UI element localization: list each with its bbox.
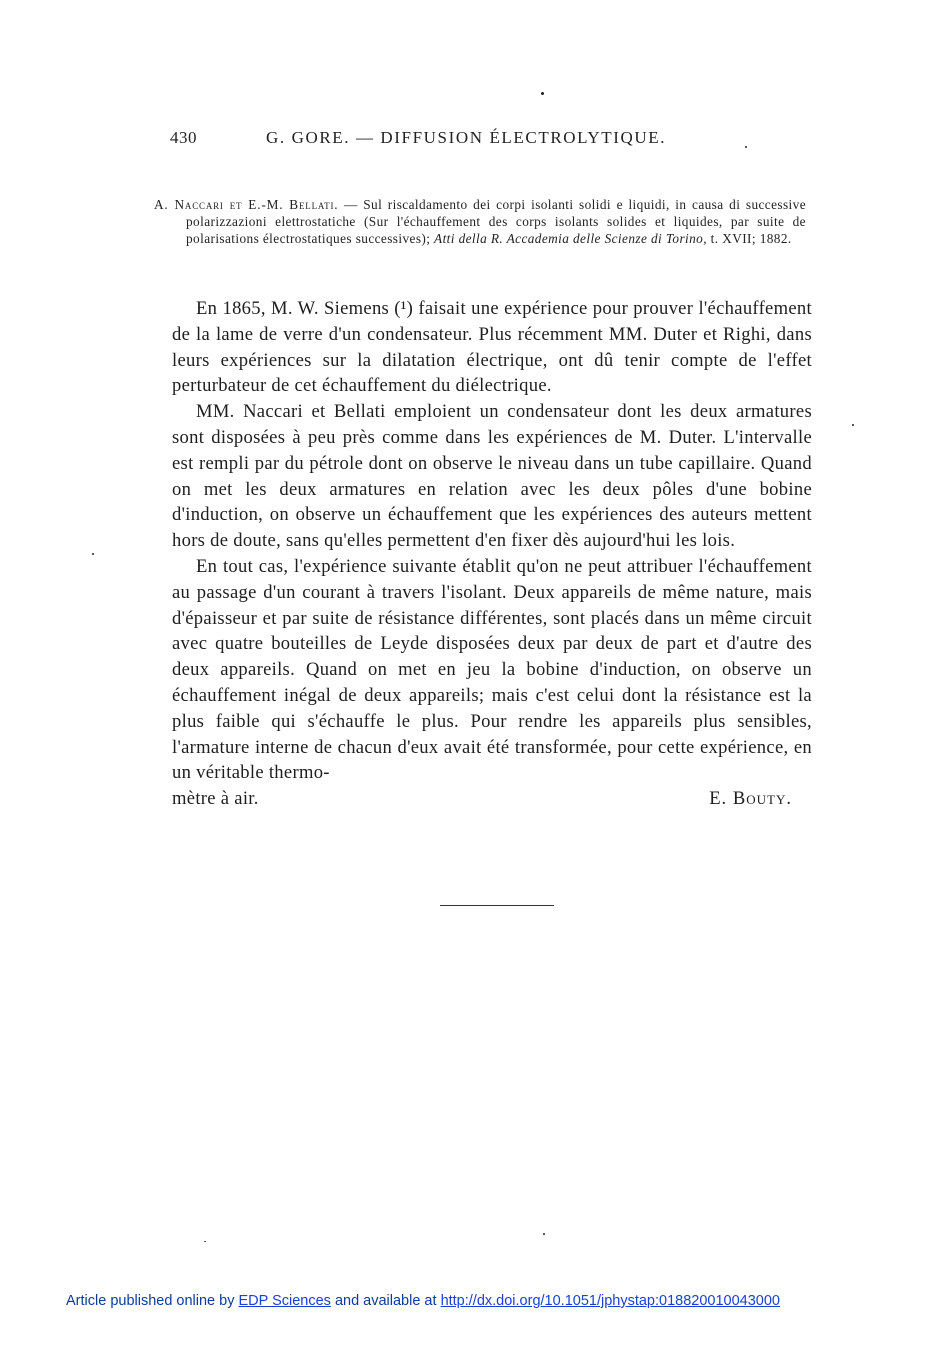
doi-link[interactable]: http://dx.doi.org/10.1051/jphystap:018820010043000	[440, 1293, 780, 1309]
paragraph-last-line	[172, 786, 812, 812]
citation	[154, 196, 806, 247]
running-head: G. GORE. — DIFFUSION ÉLECTROLYTIQUE.	[266, 128, 667, 147]
citation-volume: t. XVII; 1882.	[706, 231, 792, 246]
publication-footer	[66, 1293, 780, 1309]
scan-speck	[541, 92, 544, 95]
scan-speck	[543, 1233, 545, 1235]
paragraph-end: mètre à air.	[172, 788, 259, 810]
scan-speck	[204, 1241, 206, 1242]
publisher-link[interactable]: EDP Sciences	[238, 1293, 331, 1309]
page-number: 430	[170, 128, 197, 147]
citation-authors: A. Naccari et E.-M. Bellati.	[154, 197, 339, 212]
article-body	[172, 296, 812, 812]
citation-journal: Atti della R. Accademia delle Scienze di Torino,	[434, 231, 707, 246]
scan-speck	[852, 424, 854, 426]
section-divider	[440, 905, 554, 906]
scan-speck	[92, 553, 94, 555]
paragraph: En tout cas, l'expérience suivante établit qu'on ne peut attribuer l'échauffement au passage d'un courant à travers l'isolant. Deux appareils de même nature, mais d'épaisseur et par suite de résistance différentes, sont placés dans un même circuit avec quatre bouteilles de Leyde disposées deux par deux de part et d'autre des deux appareils. Quand on met en jeu la bobine d'induction, on observe un échauffement inégal de deux appareils; mais c'est celui dont la résistance est la plus faible qui s'échauffe le plus. Pour rendre les appareils plus sensibles, l'armature interne de chacun d'eux avait été transformée, pour cette expérience, en un véritable thermo-	[172, 555, 812, 784]
citation-title: — Sul riscaldamento dei corpi isolanti solidi e liquidi, in causa di successive polarizzazioni elettrostatiche (Sur l'échauffement des corps isolants solides et liquides, par suite de polarisations électrostatiques successives);	[186, 197, 806, 246]
paragraph: MM. Naccari et Bellati emploient un condensateur dont les deux armatures sont disposées à peu près comme dans les expériences de M. Duter. L'intervalle est rempli par du pétrole dont on observe le niveau dans un tube capillaire. Quand on met les deux armatures en relation avec les deux pôles d'une bobine d'induction, on observe un échauffement que les expériences des auteurs mettent hors de doute, sans qu'elles permettent d'en fixer dès aujourd'hui les lois.	[172, 401, 812, 552]
signature: E. Bouty.	[709, 788, 792, 810]
footer-prefix: Article published online by	[66, 1293, 239, 1309]
paragraph: En 1865, M. W. Siemens (¹) faisait une expérience pour prouver l'échauffement de la lame de verre d'un condensateur. Plus récemment MM. Duter et Righi, dans leurs expériences sur la dilatation électrique, ont dû tenir compte de l'effet perturbateur de cet échauffement du diélectrique.	[172, 298, 812, 397]
footer-middle: and available at	[330, 1293, 441, 1309]
scan-speck	[745, 146, 747, 148]
